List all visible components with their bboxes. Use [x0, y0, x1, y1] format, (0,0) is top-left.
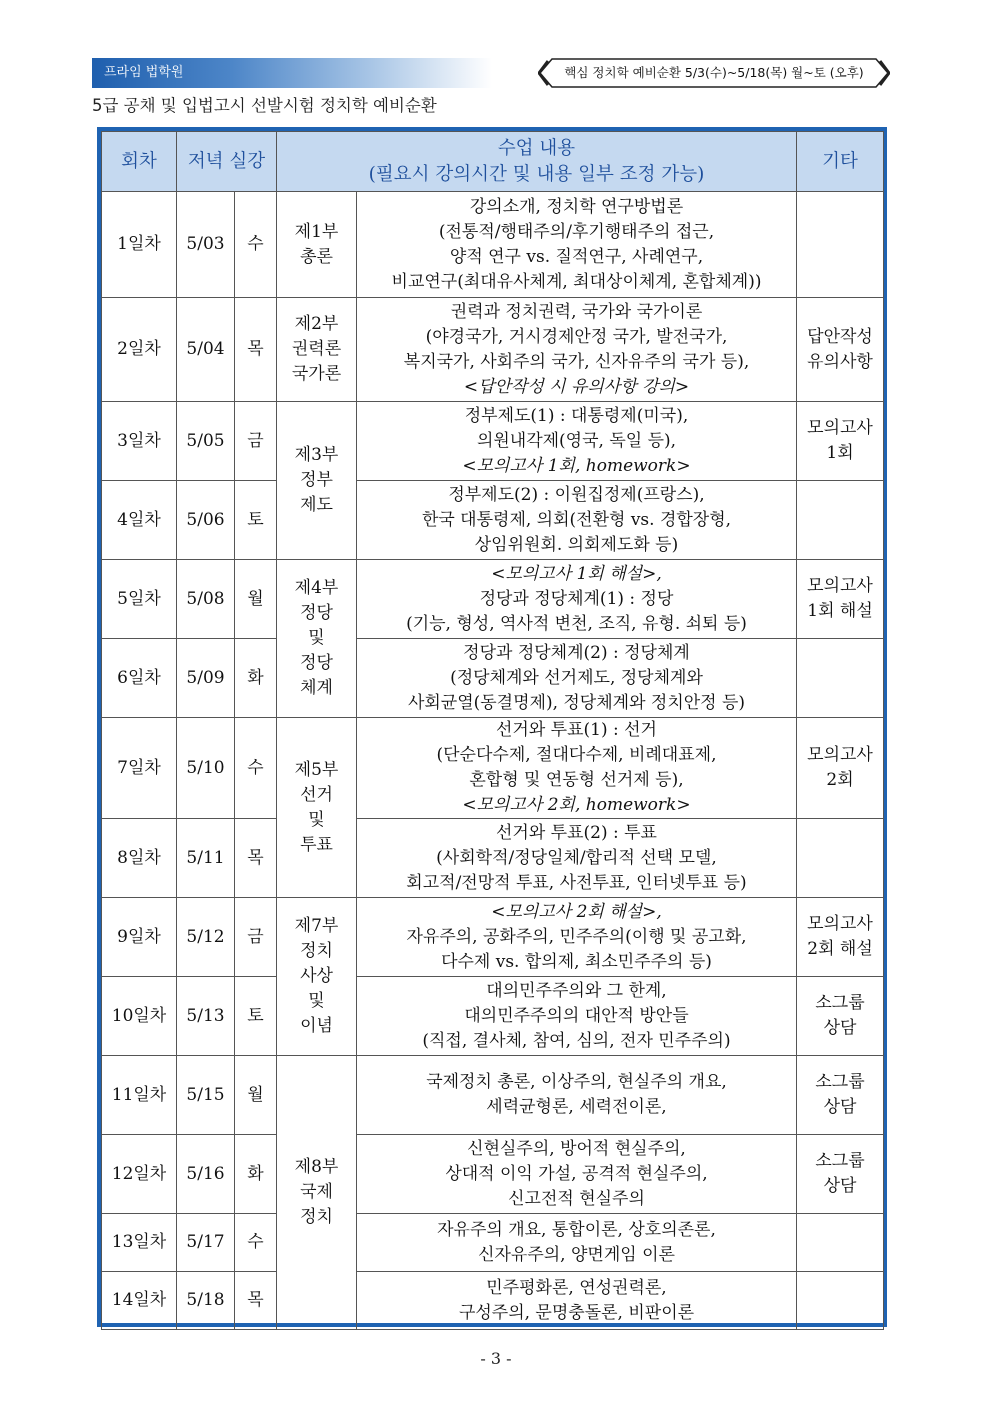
table-row — [102, 977, 884, 1056]
content-cell — [357, 560, 797, 639]
cell-line: 및 — [308, 628, 325, 648]
session-cell: 13일차 — [102, 1214, 177, 1272]
cell-line: 선거와 투표(2) : 투표 — [496, 822, 657, 843]
cell-line: 혼합형 및 연동형 선거제 등), — [469, 770, 684, 790]
schedule-table-frame — [97, 127, 887, 1327]
day-cell: 수 — [235, 1214, 277, 1272]
page-number: - 3 - — [480, 1349, 512, 1368]
etc-cell — [797, 402, 884, 481]
date-cell: 5/09 — [177, 639, 235, 718]
cell-line: 및 — [308, 809, 325, 830]
etc-cell — [797, 1272, 884, 1330]
course-info-banner — [538, 58, 890, 88]
session-cell: 8일차 — [102, 819, 177, 898]
day-cell: 목 — [235, 1272, 277, 1330]
cell-line: 모의고사 — [807, 418, 873, 438]
cell-line: (정당체계와 선거제도, 정당체계와 — [450, 667, 703, 688]
course-info-text: 핵심 정치학 예비순환 5/3(수)~5/18(목) 월~토 (오후) — [564, 65, 864, 80]
table-row — [102, 481, 884, 560]
cell-line: 선거와 투표(1) : 선거 — [496, 720, 657, 740]
header-content-note: (필요시 강의시간 및 내용 일부 조정 가능) — [368, 163, 705, 185]
cell-line: 제8부 — [294, 1157, 339, 1177]
cell-line: 상담 — [823, 1097, 857, 1117]
header-etc: 기타 — [797, 132, 884, 192]
date-cell: 5/10 — [177, 718, 235, 819]
part-cell — [277, 1056, 357, 1330]
cell-line: 상임위원회. 의회제도화 등) — [474, 534, 679, 555]
etc-cell — [797, 1135, 884, 1214]
content-cell — [357, 639, 797, 718]
day-cell: 금 — [235, 898, 277, 977]
cell-line: 1회 — [826, 443, 854, 463]
cell-line: 정당 — [300, 603, 333, 623]
table-row — [102, 898, 884, 977]
cell-line: 소그룹 — [815, 1151, 865, 1171]
date-cell: 5/05 — [177, 402, 235, 481]
content-cell — [357, 1214, 797, 1272]
cell-line: 다수제 vs. 합의제, 최소민주주의 등) — [441, 951, 712, 972]
day-cell: 월 — [235, 1056, 277, 1135]
session-cell: 1일차 — [102, 192, 177, 298]
cell-line: 답안작성 — [807, 326, 873, 347]
cell-line: 체계 — [300, 678, 333, 698]
cell-line: 한국 대통령제, 의회(전환형 vs. 경합장형, — [421, 509, 732, 530]
cell-line: 정당 — [300, 653, 333, 673]
cell-line: 상대적 이익 가설, 공격적 현실주의, — [445, 1163, 708, 1184]
cell-line: <모의고사 2회, homework> — [462, 795, 691, 815]
cell-line: <모의고사 2회 해설>, — [491, 901, 662, 922]
day-cell: 목 — [235, 298, 277, 402]
schedule-table — [101, 131, 884, 1330]
cell-line: 투표 — [300, 834, 333, 855]
etc-cell — [797, 639, 884, 718]
part-cell — [277, 718, 357, 898]
cell-line: 사상 — [300, 966, 333, 986]
cell-line: 회고적/전망적 투표, 사전투표, 인터넷투표 등) — [406, 872, 747, 893]
etc-cell — [797, 898, 884, 977]
cell-line: 소그룹 — [815, 993, 865, 1013]
etc-cell — [797, 298, 884, 402]
date-cell: 5/17 — [177, 1214, 235, 1272]
cell-line: (단순다수제, 절대다수제, 비례대표제, — [436, 745, 717, 765]
date-cell: 5/08 — [177, 560, 235, 639]
content-cell — [357, 298, 797, 402]
session-cell: 4일차 — [102, 481, 177, 560]
part-cell — [277, 192, 357, 298]
content-cell — [357, 192, 797, 298]
session-cell: 10일차 — [102, 977, 177, 1056]
cell-line: 상담 — [823, 1176, 857, 1196]
cell-line: 제5부 — [294, 759, 339, 780]
day-cell: 금 — [235, 402, 277, 481]
cell-line: 정부제도(1) : 대통령제(미국), — [464, 405, 689, 426]
cell-line: 권력과 정치권력, 국가와 국가이론 — [450, 301, 703, 322]
cell-line: (직접, 결사체, 참여, 심의, 전자 민주주의) — [422, 1030, 731, 1051]
day-cell: 화 — [235, 1135, 277, 1214]
content-cell — [357, 1056, 797, 1135]
cell-line: 국제 — [300, 1182, 333, 1202]
cell-line: 권력론 — [291, 339, 342, 359]
cell-line: 정치 — [300, 1207, 333, 1227]
date-cell: 5/13 — [177, 977, 235, 1056]
etc-cell — [797, 481, 884, 560]
content-cell — [357, 898, 797, 977]
cell-line: 정당과 정당체계(2) : 정당체계 — [463, 642, 690, 663]
cell-line: 국가론 — [291, 364, 342, 384]
cell-line: <답안작성 시 유의사항 강의> — [463, 376, 690, 397]
content-cell — [357, 718, 797, 819]
table-row — [102, 1135, 884, 1214]
cell-line: 정치 — [300, 941, 333, 961]
session-cell: 7일차 — [102, 718, 177, 819]
session-cell: 14일차 — [102, 1272, 177, 1330]
header-content — [277, 132, 797, 192]
date-cell: 5/11 — [177, 819, 235, 898]
cell-line: 강의소개, 정치학 연구방법론 — [469, 196, 684, 217]
cell-line: 선거 — [300, 784, 333, 805]
table-row — [102, 1056, 884, 1135]
day-cell: 목 — [235, 819, 277, 898]
content-cell — [357, 1135, 797, 1214]
etc-cell — [797, 977, 884, 1056]
content-cell — [357, 1272, 797, 1330]
cell-line: 정당과 정당체계(1) : 정당 — [479, 588, 674, 609]
cell-line: (사회학적/정당일체/합리적 선택 모델, — [436, 847, 717, 868]
cell-line: (전통적/행태주의/후기행태주의 접근, — [438, 221, 715, 242]
etc-cell — [797, 1056, 884, 1135]
session-cell: 11일차 — [102, 1056, 177, 1135]
content-cell — [357, 402, 797, 481]
cell-line: 소그룹 — [815, 1072, 865, 1092]
cell-line: <모의고사 1회, homework> — [462, 455, 691, 476]
day-cell: 수 — [235, 718, 277, 819]
cell-line: 대의민주주의의 대안적 방안들 — [464, 1005, 689, 1026]
cell-line: 상담 — [823, 1018, 857, 1038]
cell-line: (기능, 형성, 역사적 변천, 조직, 유형. 쇠퇴 등) — [406, 613, 747, 634]
cell-line: 사회균열(동결명제), 정당체계와 정치안정 등) — [407, 692, 746, 713]
cell-line: 민주평화론, 연성권력론, — [486, 1277, 667, 1298]
day-cell: 화 — [235, 639, 277, 718]
day-cell: 월 — [235, 560, 277, 639]
cell-line: 제3부 — [294, 445, 339, 465]
cell-line: 제4부 — [294, 578, 339, 598]
date-cell: 5/16 — [177, 1135, 235, 1214]
session-cell: 2일차 — [102, 298, 177, 402]
cell-line: 양적 연구 vs. 질적연구, 사례연구, — [449, 246, 704, 267]
date-cell: 5/06 — [177, 481, 235, 560]
cell-line: 2회 해설 — [807, 939, 873, 959]
part-cell — [277, 898, 357, 1056]
table-header-row — [102, 132, 884, 192]
cell-line: 비교연구(최대유사체계, 최대상이체계, 혼합체계)) — [391, 271, 762, 292]
cell-line: 제7부 — [294, 916, 339, 936]
cell-line: 제도 — [300, 495, 333, 515]
cell-line: 국제정치 총론, 이상주의, 현실주의 개요, — [426, 1072, 727, 1092]
cell-line: 모의고사 — [807, 576, 873, 596]
cell-line: 구성주의, 문명충돌론, 비판이론 — [458, 1302, 695, 1323]
cell-line: 정부 — [300, 470, 333, 490]
part-cell — [277, 560, 357, 718]
date-cell: 5/04 — [177, 298, 235, 402]
cell-line: 복지국가, 사회주의 국가, 신자유주의 국가 등), — [403, 351, 750, 372]
cell-line: 정부제도(2) : 이원집정제(프랑스), — [448, 484, 705, 505]
date-cell: 5/15 — [177, 1056, 235, 1135]
session-cell: 3일차 — [102, 402, 177, 481]
cell-line: 신고전적 현실주의 — [508, 1188, 645, 1209]
session-cell: 12일차 — [102, 1135, 177, 1214]
cell-line: 대의민주주의와 그 한계, — [486, 980, 667, 1001]
cell-line: 및 — [308, 991, 325, 1011]
cell-line: 모의고사 — [807, 745, 873, 765]
cell-line: 모의고사 — [807, 914, 873, 934]
table-row — [102, 402, 884, 481]
cell-line: 자유주의, 공화주의, 민주주의(이행 및 공고화, — [406, 926, 747, 947]
day-cell: 수 — [235, 192, 277, 298]
etc-cell — [797, 560, 884, 639]
table-row — [102, 192, 884, 298]
header-content-title: 수업 내용 — [497, 137, 576, 159]
cell-line: 의원내각제(영국, 독일 등), — [476, 430, 677, 451]
date-cell: 5/18 — [177, 1272, 235, 1330]
content-cell — [357, 481, 797, 560]
day-cell: 토 — [235, 977, 277, 1056]
header-schedule: 저녁 실강 — [177, 132, 277, 192]
table-row — [102, 298, 884, 402]
table-row — [102, 1272, 884, 1330]
table-row — [102, 560, 884, 639]
cell-line: 1회 해설 — [807, 601, 873, 621]
date-cell: 5/12 — [177, 898, 235, 977]
academy-badge: 프라임 법학원 — [92, 58, 492, 88]
date-cell: 5/03 — [177, 192, 235, 298]
session-cell: 9일차 — [102, 898, 177, 977]
cell-line: 2회 — [826, 770, 854, 790]
etc-cell — [797, 819, 884, 898]
part-cell — [277, 402, 357, 560]
content-cell — [357, 819, 797, 898]
cell-line: 제2부 — [294, 314, 339, 334]
table-row — [102, 639, 884, 718]
cell-line: 신자유주의, 양면게임 이론 — [478, 1244, 675, 1265]
table-row — [102, 819, 884, 898]
header-session: 회차 — [102, 132, 177, 192]
page-subtitle: 5급 공채 및 입법고시 선발시험 정치학 예비순환 — [92, 96, 437, 115]
etc-cell — [797, 192, 884, 298]
session-cell: 5일차 — [102, 560, 177, 639]
table-row — [102, 718, 884, 819]
cell-line: 신현실주의, 방어적 현실주의, — [467, 1138, 686, 1159]
etc-cell — [797, 1214, 884, 1272]
cell-line: 제1부 — [294, 221, 339, 242]
cell-line: 자유주의 개요, 통합이론, 상호의존론, — [437, 1219, 716, 1240]
day-cell: 토 — [235, 481, 277, 560]
content-cell — [357, 977, 797, 1056]
part-cell — [277, 298, 357, 402]
table-row — [102, 1214, 884, 1272]
cell-line: 유의사항 — [807, 351, 873, 372]
etc-cell — [797, 718, 884, 819]
cell-line: (야경국가, 거시경제안정 국가, 발전국가, — [425, 326, 728, 347]
cell-line: 이념 — [300, 1016, 333, 1036]
cell-line: <모의고사 1회 해설>, — [491, 563, 662, 584]
cell-line: 세력균형론, 세력전이론, — [486, 1097, 667, 1117]
cell-line: 총론 — [300, 246, 333, 267]
session-cell: 6일차 — [102, 639, 177, 718]
